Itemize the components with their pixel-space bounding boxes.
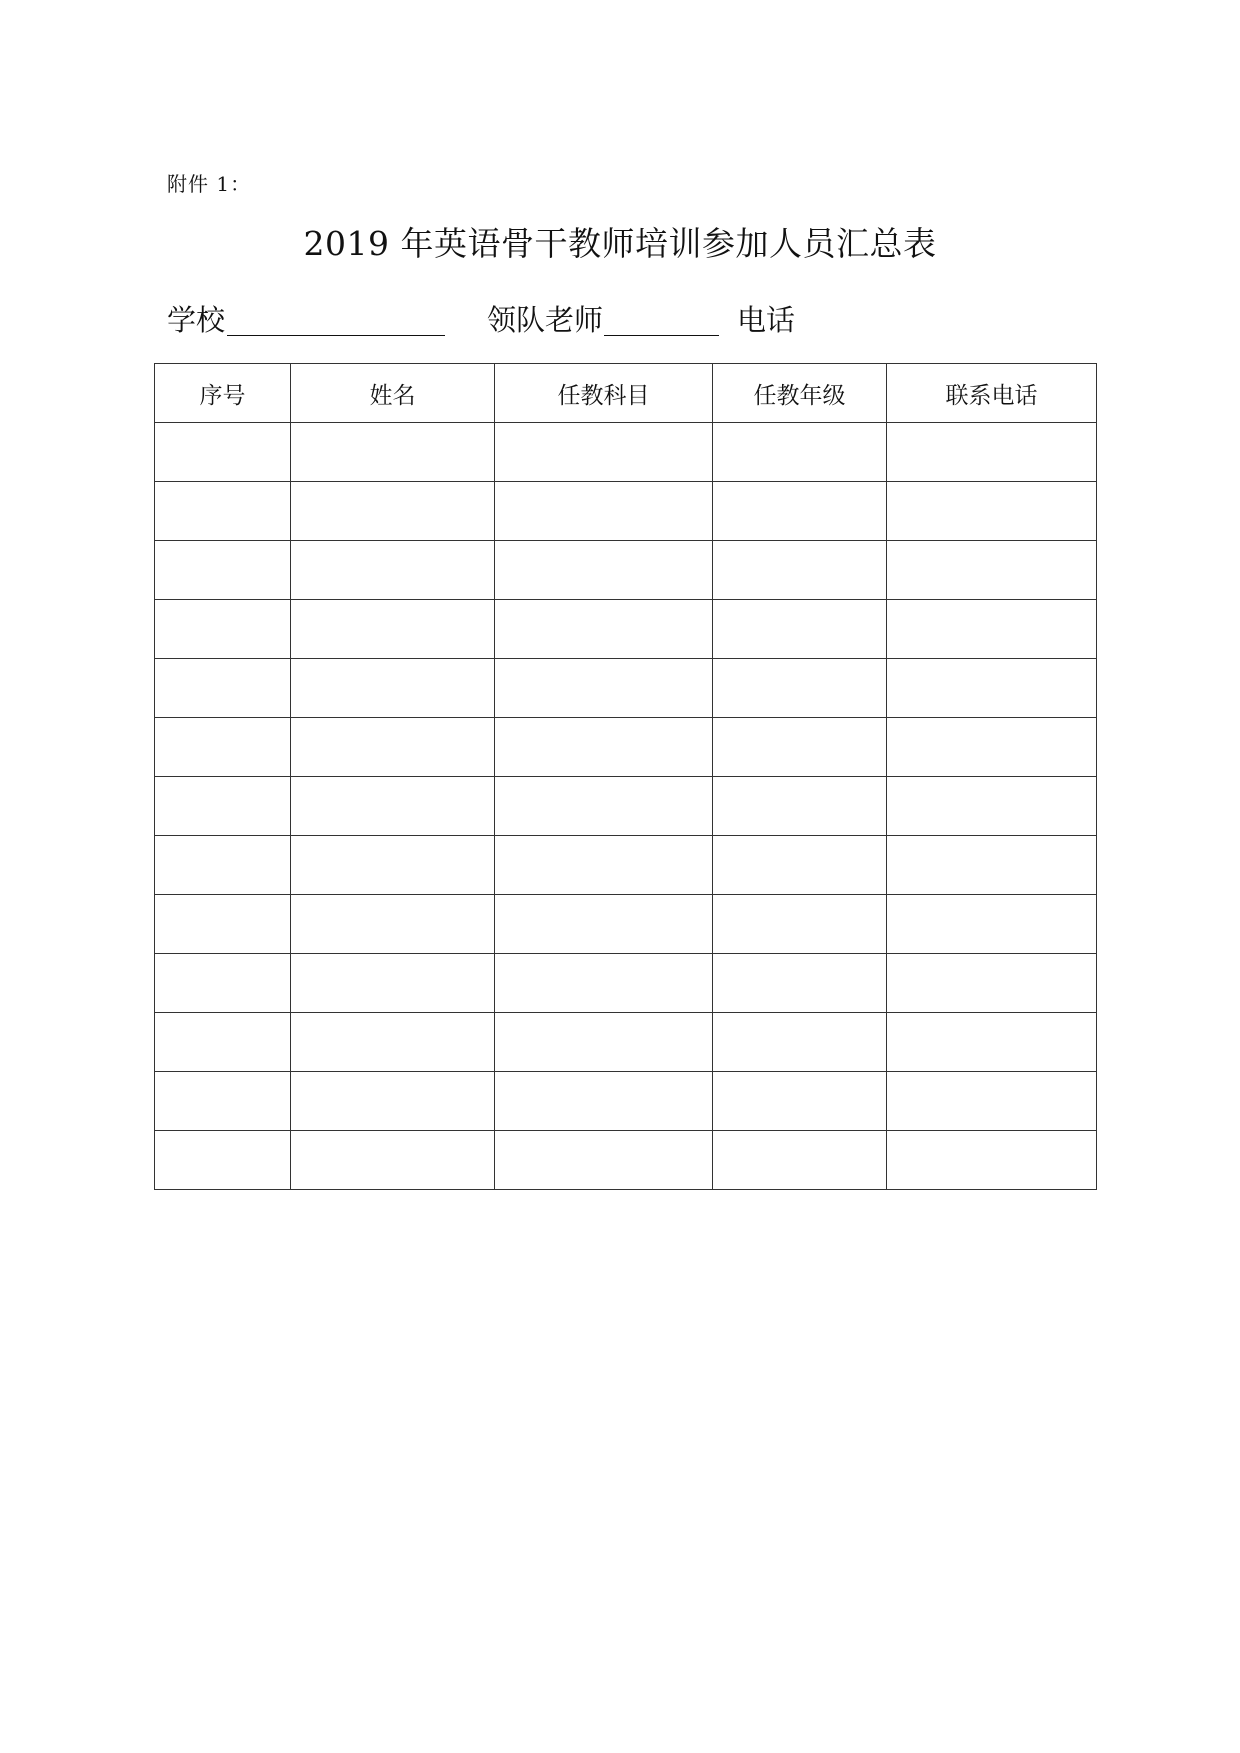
table-cell[interactable] xyxy=(291,482,495,541)
table-row xyxy=(155,777,1097,836)
table-cell[interactable] xyxy=(887,1013,1097,1072)
table-cell[interactable] xyxy=(495,482,713,541)
phone-label: 电话 xyxy=(737,303,796,337)
table-cell[interactable] xyxy=(887,836,1097,895)
table-cell[interactable] xyxy=(155,954,291,1013)
table-cell[interactable] xyxy=(155,895,291,954)
table-cell[interactable] xyxy=(155,836,291,895)
table-cell[interactable] xyxy=(495,659,713,718)
table-cell[interactable] xyxy=(887,600,1097,659)
leader-teacher-label: 领队老师 xyxy=(487,303,604,337)
table-cell[interactable] xyxy=(291,954,495,1013)
table-cell[interactable] xyxy=(713,1072,887,1131)
table-row xyxy=(155,1131,1097,1190)
table-cell[interactable] xyxy=(495,954,713,1013)
table-cell[interactable] xyxy=(291,423,495,482)
table-row xyxy=(155,895,1097,954)
table-cell[interactable] xyxy=(155,541,291,600)
table-cell[interactable] xyxy=(155,482,291,541)
table-cell[interactable] xyxy=(155,718,291,777)
table-cell[interactable] xyxy=(887,1131,1097,1190)
table-row xyxy=(155,954,1097,1013)
table-row xyxy=(155,600,1097,659)
table-row xyxy=(155,718,1097,777)
table-cell[interactable] xyxy=(291,600,495,659)
table-cell[interactable] xyxy=(155,423,291,482)
school-blank-field[interactable] xyxy=(227,335,445,336)
table-row xyxy=(155,1013,1097,1072)
table-cell[interactable] xyxy=(291,1072,495,1131)
table-cell[interactable] xyxy=(713,423,887,482)
document-title: 2019 年英语骨干教师培训参加人员汇总表 xyxy=(303,224,937,263)
table-cell[interactable] xyxy=(495,541,713,600)
table-cell[interactable] xyxy=(713,1013,887,1072)
table-cell[interactable] xyxy=(887,482,1097,541)
table-cell[interactable] xyxy=(495,600,713,659)
table-cell[interactable] xyxy=(291,836,495,895)
table-cell[interactable] xyxy=(713,895,887,954)
table-cell[interactable] xyxy=(887,718,1097,777)
table-row xyxy=(155,1072,1097,1131)
table-cell[interactable] xyxy=(155,1072,291,1131)
table-cell[interactable] xyxy=(155,1013,291,1072)
leader-teacher-blank-field[interactable] xyxy=(604,335,719,336)
table-cell[interactable] xyxy=(495,895,713,954)
table-cell[interactable] xyxy=(495,836,713,895)
table-cell[interactable] xyxy=(155,777,291,836)
table-cell[interactable] xyxy=(713,482,887,541)
table-cell[interactable] xyxy=(291,895,495,954)
table-cell[interactable] xyxy=(155,659,291,718)
header-serial-number: 序号 xyxy=(155,364,291,423)
table-cell[interactable] xyxy=(291,541,495,600)
table-cell[interactable] xyxy=(713,954,887,1013)
table-row xyxy=(155,541,1097,600)
table-cell[interactable] xyxy=(713,777,887,836)
table-cell[interactable] xyxy=(887,777,1097,836)
table-cell[interactable] xyxy=(713,836,887,895)
table-cell[interactable] xyxy=(495,777,713,836)
table-cell[interactable] xyxy=(291,777,495,836)
table-cell[interactable] xyxy=(495,1013,713,1072)
table-row xyxy=(155,423,1097,482)
table-row xyxy=(155,482,1097,541)
table-cell[interactable] xyxy=(887,895,1097,954)
table-row xyxy=(155,836,1097,895)
table-cell[interactable] xyxy=(713,541,887,600)
header-name: 姓名 xyxy=(291,364,495,423)
table-cell[interactable] xyxy=(887,1072,1097,1131)
table-cell[interactable] xyxy=(887,541,1097,600)
table-cell[interactable] xyxy=(291,1131,495,1190)
table-cell[interactable] xyxy=(887,659,1097,718)
participant-table xyxy=(154,363,1097,1190)
table-cell[interactable] xyxy=(713,718,887,777)
table-cell[interactable] xyxy=(291,1013,495,1072)
header-subject: 任教科目 xyxy=(495,364,713,423)
header-grade: 任教年级 xyxy=(713,364,887,423)
table-cell[interactable] xyxy=(713,659,887,718)
table-cell[interactable] xyxy=(887,423,1097,482)
table-cell[interactable] xyxy=(291,659,495,718)
table-header-row xyxy=(155,364,1097,423)
table-cell[interactable] xyxy=(495,718,713,777)
table-cell[interactable] xyxy=(291,718,495,777)
table-cell[interactable] xyxy=(495,1072,713,1131)
table-cell[interactable] xyxy=(155,1131,291,1190)
table-row xyxy=(155,659,1097,718)
school-label: 学校 xyxy=(167,303,226,337)
table-cell[interactable] xyxy=(713,1131,887,1190)
table-cell[interactable] xyxy=(887,954,1097,1013)
header-contact-phone: 联系电话 xyxy=(887,364,1097,423)
table-cell[interactable] xyxy=(155,600,291,659)
attachment-label: 附件 1： xyxy=(167,172,252,196)
table-body xyxy=(155,423,1097,1190)
table-cell[interactable] xyxy=(713,600,887,659)
table-cell[interactable] xyxy=(495,423,713,482)
table-cell[interactable] xyxy=(495,1131,713,1190)
